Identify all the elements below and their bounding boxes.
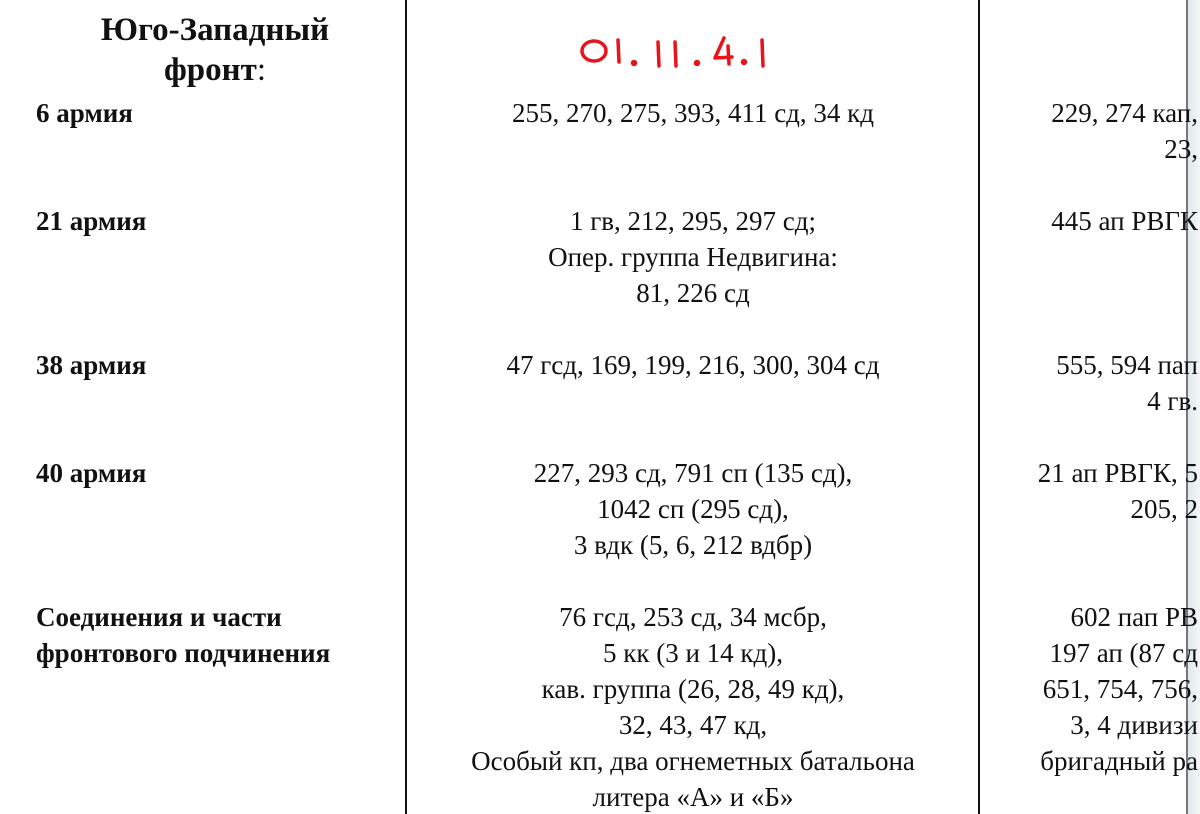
units-line: кав. группа (26, 28, 49 кд), [541, 674, 845, 704]
handwritten-date-annotation [578, 26, 778, 74]
front-title-line-2 [30, 50, 400, 90]
units-line: Опер. группа Недвигина: [548, 242, 838, 272]
front-title-colon: : [256, 52, 267, 88]
units-cell [410, 455, 976, 563]
units-line: 32, 43, 47 кд, [618, 710, 768, 740]
artillery-line: 651, 754, 756, [1042, 674, 1198, 704]
artillery-cell [984, 347, 1198, 419]
artillery-cell [984, 95, 1198, 167]
units-line: литера «А» и «Б» [592, 782, 794, 812]
units-cell [410, 599, 976, 814]
column-divider [978, 0, 980, 814]
army-label: 38 армия [36, 350, 147, 380]
artillery-cell [984, 455, 1198, 527]
artillery-line: 21 ап РВГК, 5 [1037, 458, 1198, 488]
units-line: 1 гв, 212, 295, 297 сд; [569, 206, 817, 236]
front-title [30, 10, 400, 90]
army-label: 6 армия [36, 98, 133, 128]
units-line: 76 гсд, 253 сд, 34 мсбр, [559, 602, 827, 632]
artillery-line: 3, 4 дивизи [1070, 710, 1198, 740]
artillery-cell [984, 599, 1198, 779]
army-label [36, 599, 330, 671]
artillery-line: 229, 274 кап, [1051, 98, 1198, 128]
artillery-line: 4 гв. [1147, 386, 1198, 416]
artillery-cell [984, 203, 1198, 239]
units-line: 5 кк (3 и 14 кд), [602, 638, 784, 668]
units-line: Особый кп, два огнеметных батальона [471, 746, 915, 776]
front-title-line-1: Юго-Западный [100, 12, 330, 48]
army-label: 40 армия [36, 458, 147, 488]
units-line: 255, 270, 275, 393, 411 сд, 34 кд [511, 98, 875, 128]
artillery-line: 445 ап РВГК [1051, 206, 1198, 236]
artillery-line: 197 ап (87 сд [1049, 638, 1198, 668]
army-label-line: фронтового подчинения [36, 638, 331, 668]
artillery-line: 602 пап РВ [1070, 602, 1198, 632]
units-line: 47 гсд, 169, 199, 216, 300, 304 сд [506, 350, 880, 380]
artillery-line: 23, [1164, 134, 1198, 164]
units-cell [410, 347, 976, 383]
units-cell [410, 95, 976, 131]
artillery-line: 555, 594 пап [1056, 350, 1198, 380]
column-divider [405, 0, 407, 814]
army-label: 21 армия [36, 206, 147, 236]
front-title-word: фронт [163, 52, 257, 88]
army-label-line: Соединения и части [36, 602, 282, 632]
units-cell [410, 203, 976, 311]
units-line: 1042 сп (295 сд), [597, 494, 789, 524]
units-line: 3 вдк (5, 6, 212 вдбр) [573, 530, 813, 560]
artillery-line: бригадный ра [1040, 746, 1198, 776]
artillery-line: 205, 2 [1130, 494, 1198, 524]
units-line: 227, 293 сд, 791 сп (135 сд), [533, 458, 853, 488]
units-line: 81, 226 сд [636, 278, 750, 308]
